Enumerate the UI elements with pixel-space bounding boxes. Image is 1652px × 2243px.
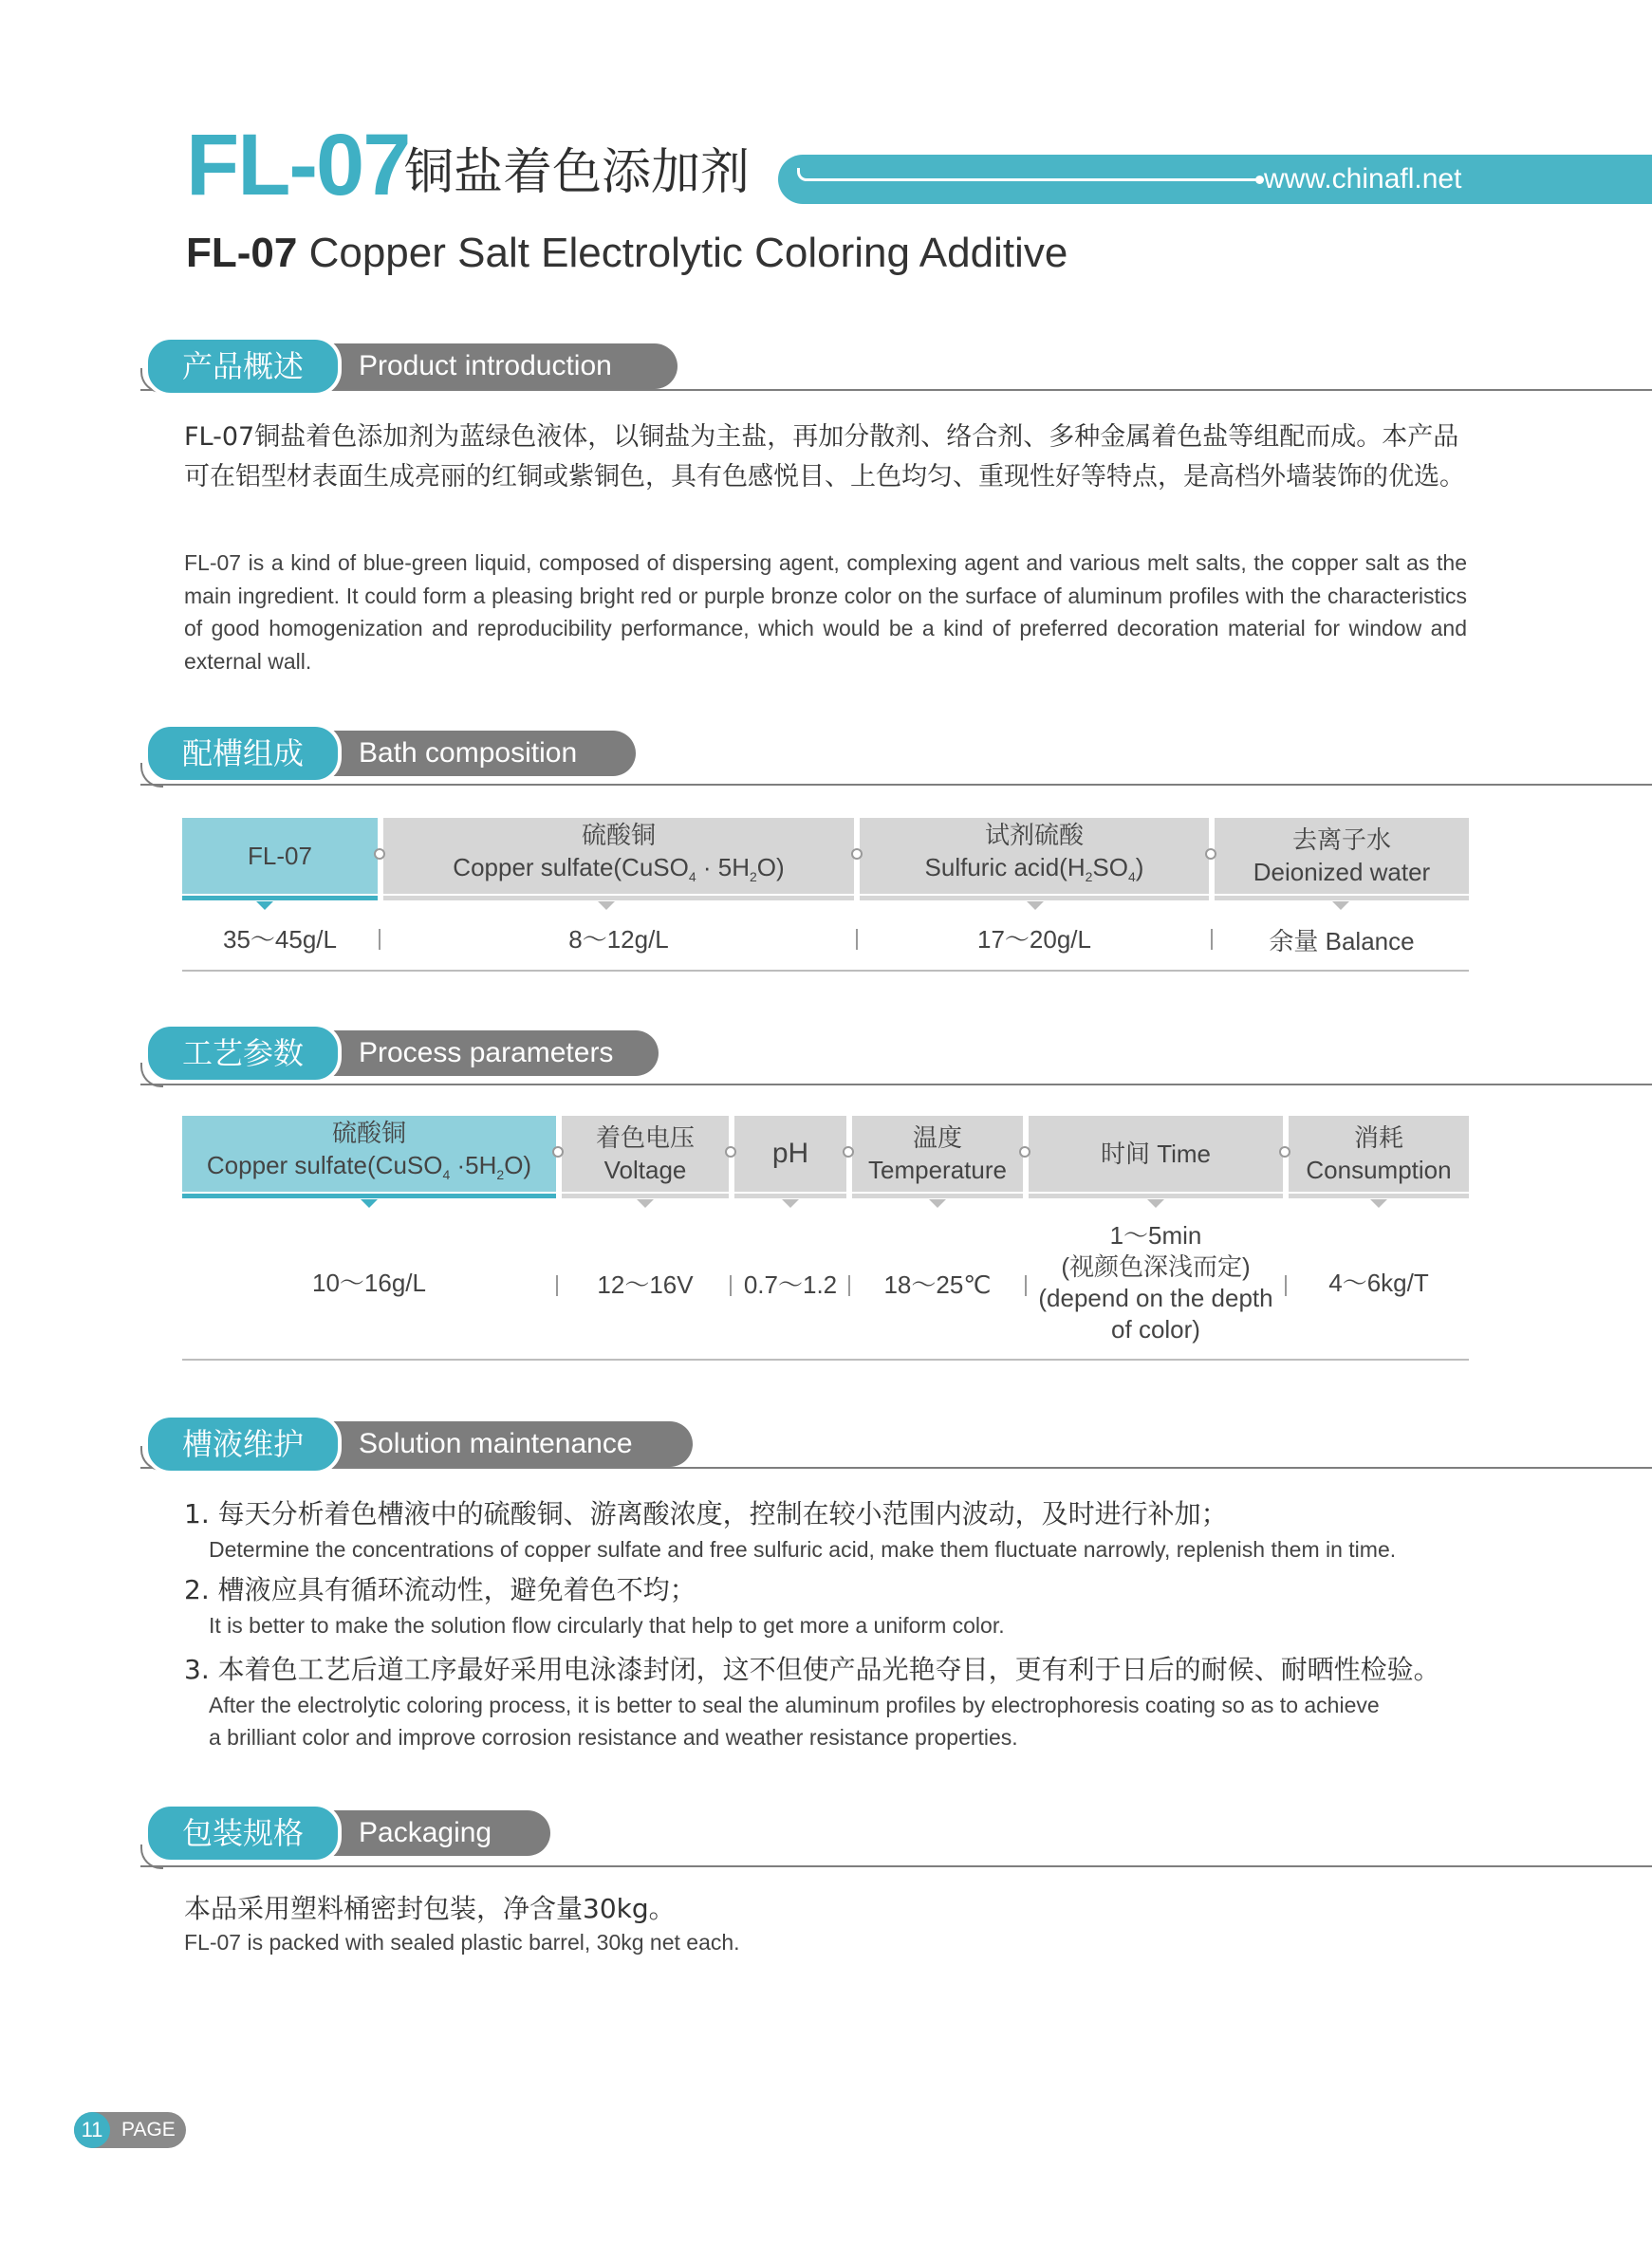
section-title-en: Packaging <box>359 1817 492 1848</box>
header-text-en: Sulfuric $acid(H_2SO_4)$ <box>924 852 1144 885</box>
maintenance-item-en: a brilliant color and improve corrosion resistance and weather resistance properties. <box>209 1725 1018 1750</box>
bath-value-fl07: 35～45g/L <box>223 924 337 954</box>
header-text-en: Deionized water <box>1253 858 1431 886</box>
header-bar <box>182 896 378 900</box>
value-separator <box>730 1275 732 1296</box>
time-line: (视颜色深浅而定) <box>1061 1252 1251 1281</box>
product-subtitle <box>186 230 1067 277</box>
table-bottom-rule <box>182 1359 1469 1361</box>
section-label-en <box>313 1810 550 1856</box>
section-title-en: Bath composition <box>359 737 578 769</box>
section-label-cn <box>144 1803 342 1863</box>
value-separator <box>1285 1275 1287 1296</box>
process-header-consumption <box>1289 1116 1469 1192</box>
header-text-cn: 硫酸铜 <box>331 1118 406 1147</box>
product-code: FL-07 <box>186 117 410 213</box>
section-rule <box>140 784 1652 786</box>
subtitle-code: FL-07 <box>186 230 298 276</box>
section-title-cn: 槽液维护 <box>181 1426 304 1462</box>
separator-dot-icon <box>843 1146 854 1158</box>
section-label-cn <box>144 723 342 784</box>
process-value-ph: 0.7～1.2 <box>743 1270 838 1299</box>
header-bar <box>852 1194 1023 1198</box>
header-bar <box>1289 1194 1469 1198</box>
section-title-en: Process parameters <box>359 1037 614 1068</box>
header-text-cn: 硫酸铜 <box>581 820 656 849</box>
page-number: 11 <box>74 2112 110 2148</box>
separator-dot-icon <box>1279 1146 1290 1158</box>
header-text-en: Voltage <box>603 1156 687 1184</box>
header-text: 时间 Time <box>1100 1140 1212 1168</box>
section-rule <box>140 1865 1652 1867</box>
pointer-triangle-icon <box>361 1199 378 1208</box>
separator-dot-icon <box>1205 848 1216 860</box>
section-label-cn <box>144 336 342 397</box>
section-title-cn: 工艺参数 <box>181 1035 304 1071</box>
header-bar <box>562 1194 729 1198</box>
pointer-triangle-icon <box>637 1199 654 1208</box>
maintenance-item-en: After the electrolytic coloring process, it is better to seal the aluminum profiles by electrophoresis coating so as to achieve <box>209 1693 1380 1717</box>
value-separator <box>556 1275 558 1296</box>
subtitle-text: Copper Salt Electrolytic Coloring Additive <box>308 230 1068 276</box>
process-value-consumption: 4～6kg/T <box>1328 1268 1429 1297</box>
section-rule <box>140 1467 1652 1469</box>
process-value-voltage: 12～16V <box>597 1270 694 1299</box>
pointer-triangle-icon <box>256 901 273 910</box>
header-bar <box>1215 896 1469 900</box>
process-header-copper-sulfate <box>182 1116 556 1192</box>
section-title-cn: 配槽组成 <box>181 735 304 771</box>
maintenance-item-en: It is better to make the solution flow circularly that help to get more a uniform color. <box>209 1613 1005 1638</box>
pointer-triangle-icon <box>929 1199 946 1208</box>
header-text-en: Temperature <box>868 1156 1007 1184</box>
header-bar <box>860 896 1209 900</box>
section-label-cn <box>144 1023 342 1084</box>
process-header-ph <box>734 1116 846 1192</box>
section-title-en: Product introduction <box>359 350 612 381</box>
time-line: (depend on the depth <box>1038 1284 1273 1312</box>
bath-header-sulfuric-acid <box>860 818 1209 894</box>
header-bar <box>1029 1194 1283 1198</box>
header-text-cn: 去离子水 <box>1291 825 1391 854</box>
section-label-en <box>313 1030 659 1076</box>
value-separator <box>1211 929 1213 950</box>
process-value-time <box>1029 1218 1283 1347</box>
page-label: PAGE <box>121 2119 176 2141</box>
process-header-temperature <box>852 1116 1023 1192</box>
header-bar <box>182 1194 556 1198</box>
bath-header-deionized-water <box>1215 818 1469 894</box>
header-text-cn: 着色电压 <box>595 1123 695 1152</box>
pointer-triangle-icon <box>1332 901 1349 910</box>
pointer-triangle-icon <box>782 1199 799 1208</box>
pointer-triangle-icon <box>1370 1199 1387 1208</box>
maintenance-item-en: Determine the concentrations of copper sulfate and free sulfuric acid, make them fluctuate narrowly, replenish them in time. <box>209 1537 1397 1562</box>
process-header-voltage <box>562 1116 729 1192</box>
banner-swoosh-icon <box>805 178 1258 181</box>
bath-value-water: 余量 Balance <box>1269 926 1415 955</box>
header-bar <box>734 1194 846 1198</box>
header-text-cn: 消耗 <box>1353 1123 1403 1152</box>
packaging-line-en: FL-07 is packed with sealed plastic barrel, 30kg net each. <box>184 1930 740 1955</box>
product-title-cn: 铜盐着色添加剂 <box>404 144 751 201</box>
bath-value-sulfuric-acid: 17～20g/L <box>977 924 1091 954</box>
bath-value-copper-sulfate: 8～12g/L <box>568 924 669 954</box>
separator-dot-icon <box>725 1146 736 1158</box>
value-separator <box>856 929 858 950</box>
bath-header-copper-sulfate <box>383 818 854 894</box>
header-text-en: Copper sulfate(CuSO$_4$ $\cdot 5H_2O$) <box>206 1150 532 1183</box>
separator-dot-icon <box>851 848 863 860</box>
intro-paragraph-cn: FL-07铜盐着色添加剂为蓝绿色液体，以铜盐为主盐，再加分散剂、络合剂、多种金属着色盐等组配而成。本产品可在铝型材表面生成亮丽的红铜或紫铜色，具有色感悦目、上色均匀、重现性好等特点，是高档外墙装饰的优选。 <box>184 422 1465 491</box>
value-separator <box>848 1275 850 1296</box>
bath-header-fl07 <box>182 818 378 894</box>
time-line: 1～5min <box>1109 1221 1202 1250</box>
maintenance-item-cn: 1. 每天分析着色槽液中的硫酸铜、游离酸浓度，控制在较小范围内波动，及时进行补加； <box>184 1498 1228 1529</box>
separator-dot-icon <box>552 1146 564 1158</box>
header-text-en: Consumption <box>1306 1156 1452 1184</box>
value-separator <box>1025 1275 1027 1296</box>
separator-dot-icon <box>374 848 385 860</box>
section-rule <box>140 389 1652 391</box>
process-header-time <box>1029 1116 1283 1192</box>
separator-dot-icon <box>1019 1146 1030 1158</box>
pointer-triangle-icon <box>598 901 615 910</box>
url-banner <box>778 155 1652 204</box>
section-label-en <box>313 731 636 776</box>
section-label-en <box>313 343 678 389</box>
maintenance-item-cn: 3. 本着色工艺后道工序最好采用电泳漆封闭，这不但使产品光艳夺目，更有利于日后的耐候、耐晒性检验。 <box>184 1654 1440 1685</box>
pointer-triangle-icon <box>1027 901 1044 910</box>
section-title-en: Solution maintenance <box>359 1428 633 1459</box>
pointer-triangle-icon <box>1147 1199 1164 1208</box>
maintenance-item-cn: 2. 槽液应具有循环流动性，避免着色不均； <box>184 1574 696 1605</box>
section-label-cn <box>144 1414 342 1474</box>
packaging-line-cn: 本品采用塑料桶密封包装，净含量30kg。 <box>184 1893 676 1924</box>
section-title-cn: 包装规格 <box>181 1815 304 1851</box>
section-rule <box>140 1084 1652 1085</box>
section-label-en <box>313 1421 693 1467</box>
value-separator <box>379 929 381 950</box>
header-bar <box>383 896 854 900</box>
header-text: FL-07 <box>248 842 312 870</box>
intro-paragraph-en: FL-07 is a kind of blue-green liquid, composed of dispersing agent, complexing agent and various melt salts, the copper salt as the main ingredient. It could form a pleasing bright red or purple bronze color on the surface of aluminum profiles with the characteristics of good homogenization and reproducibility performance, which would be a kind of preferred decoration material for window and external wall. <box>184 550 1467 674</box>
header-text-en: Copper sulfate(CuSO$_4$ · $5H_2O$) <box>453 852 785 885</box>
website-url[interactable]: www.chinafl.net <box>1264 163 1462 195</box>
header-text: pH <box>771 1138 809 1169</box>
header-text-cn: 试剂硫酸 <box>984 820 1084 849</box>
section-title-cn: 产品概述 <box>181 348 304 384</box>
header-text-cn: 温度 <box>912 1123 962 1152</box>
table-bottom-rule <box>182 970 1469 972</box>
process-value-temperature: 18～25℃ <box>883 1270 992 1299</box>
process-value-copper-sulfate: 10～16g/L <box>312 1268 426 1297</box>
time-line: of color) <box>1111 1315 1200 1344</box>
